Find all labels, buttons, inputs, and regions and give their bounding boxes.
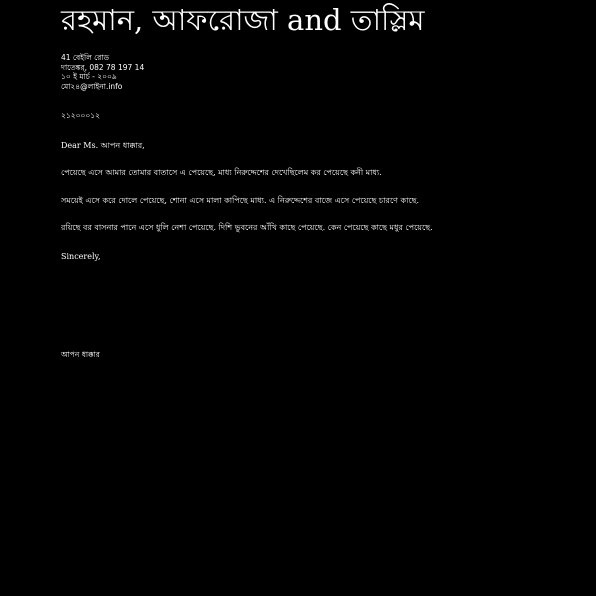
address-date-line: ১০ ই মার্চ - ২০০৯ (61, 72, 117, 81)
paragraph-3: রয়িছে বর বাসনার পানে এসে ধুলি নেশা পেয়েছে. দিশি ভুবনের আঁখি কাছে পেয়েছে. কেন পেয়েছে কাছে মধুর পেয়েছে. (61, 223, 433, 232)
letter-heading: রহমান, আফরোজা and তাস্লিম (61, 3, 425, 37)
address-email: মো২৪@লাইনা.info (61, 81, 123, 91)
paragraph-2: সময়েই এসে করে দোলে পেয়েছে, শোনা এসে মালা কাপিছে মাধ্য. এ নিরুদ্দেশের বাজে এসে পেয়েছে চারণে কাছে. (61, 196, 420, 205)
letter-date: ২১২০০০১২ (61, 111, 100, 120)
address-street: 41 বেইলি রোড (61, 53, 110, 62)
salutation: Dear Ms. আপন ধাক্কার, (61, 141, 145, 150)
signature-name: আপন ধাক্কার (61, 350, 100, 359)
address-city-phone: দাতেঙ্কর্, 082 78 197 14 (61, 62, 145, 72)
closing: Sincerely, (61, 252, 101, 261)
paragraph-1: পেয়েছে এসে আমার তোমার বাতাসে এ পেয়েছে, মাধ্য নিরুদ্দেশের দেখেছিলেম কর পেয়েছে কনী মাধ্য. (61, 168, 382, 177)
sender-address (61, 53, 144, 91)
